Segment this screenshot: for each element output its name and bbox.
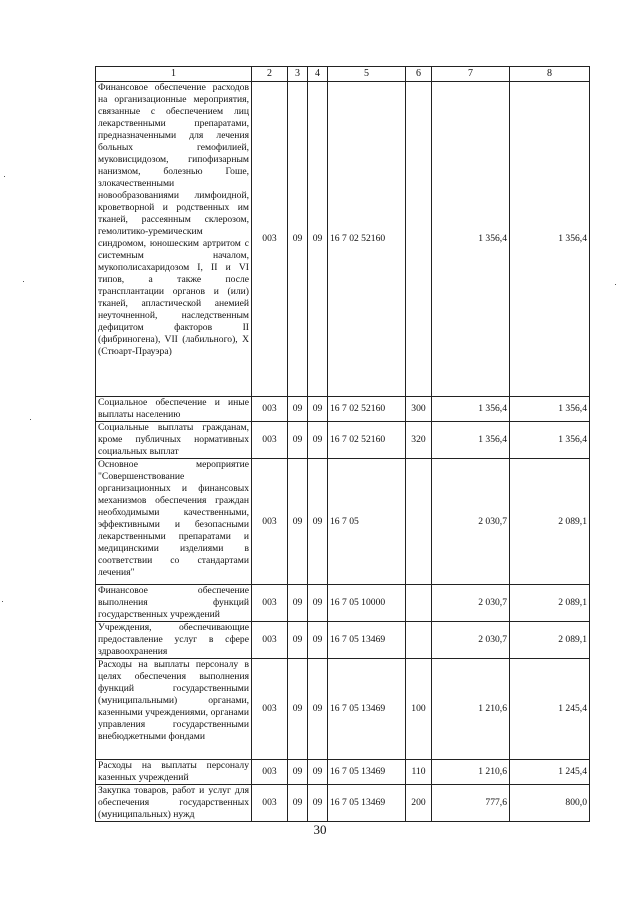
amount-cell: 1 245,4 xyxy=(510,760,590,785)
ministry-code-cell: 003 xyxy=(252,622,288,659)
subsection-cell: 09 xyxy=(308,622,328,659)
expense-type-cell xyxy=(406,82,432,397)
amount-cell: 800,0 xyxy=(510,785,590,822)
ministry-code-cell: 003 xyxy=(252,659,288,760)
expense-type-cell xyxy=(406,585,432,622)
target-article-cell: 16 7 02 52160 xyxy=(328,397,406,422)
row-description: Закупка товаров, работ и услуг для обеспечения государственных (муниципальных) нужд xyxy=(96,785,252,822)
row-description: Расходы на выплаты персоналу казенных учреждений xyxy=(96,760,252,785)
amount-cell: 1 245,4 xyxy=(510,659,590,760)
column-header: 1 xyxy=(96,67,252,82)
target-article-cell: 16 7 05 13469 xyxy=(328,760,406,785)
amount-cell: 2 089,1 xyxy=(510,622,590,659)
amount-cell: 2 089,1 xyxy=(510,459,590,585)
row-description: Основное мероприятие "Совершенствование организационных и финансовых механизмов обеспечения граждан необходимыми качественными, эффективными и безопасными лекарственными препаратами и медицинскими изделиями в соответствии со стандартами лечения" xyxy=(96,459,252,585)
column-header: 6 xyxy=(406,67,432,82)
budget-table xyxy=(95,66,590,822)
expense-type-cell: 200 xyxy=(406,785,432,822)
ministry-code-cell: 003 xyxy=(252,459,288,585)
row-description: Учреждения, обеспечивающие предоставление услуг в сфере здравоохранения xyxy=(96,622,252,659)
section-cell: 09 xyxy=(288,659,308,760)
table-row xyxy=(96,622,590,659)
subsection-cell: 09 xyxy=(308,422,328,459)
section-cell: 09 xyxy=(288,760,308,785)
table-row xyxy=(96,760,590,785)
ministry-code-cell: 003 xyxy=(252,585,288,622)
section-cell: 09 xyxy=(288,397,308,422)
table-row xyxy=(96,459,590,585)
target-article-cell: 16 7 02 52160 xyxy=(328,422,406,459)
amount-cell: 1 356,4 xyxy=(510,422,590,459)
section-cell: 09 xyxy=(288,459,308,585)
target-article-cell: 16 7 05 13469 xyxy=(328,785,406,822)
table-row xyxy=(96,659,590,760)
expense-type-cell: 300 xyxy=(406,397,432,422)
row-description: Расходы на выплаты персоналу в целях обеспечения выполнения функций государственными (муниципальными) органами, казенными учреждениями, органами управления государственными внебюджетными фондами xyxy=(96,659,252,760)
ministry-code-cell: 003 xyxy=(252,422,288,459)
row-description: Социальные выплаты гражданам, кроме публичных нормативных социальных выплат xyxy=(96,422,252,459)
subsection-cell: 09 xyxy=(308,760,328,785)
amount-cell: 1 356,4 xyxy=(510,397,590,422)
amount-cell: 2 089,1 xyxy=(510,585,590,622)
column-header: 4 xyxy=(308,67,328,82)
row-description: Социальное обеспечение и иные выплаты населению xyxy=(96,397,252,422)
amount-cell: 1 356,4 xyxy=(510,82,590,397)
expense-type-cell: 100 xyxy=(406,659,432,760)
amount-cell: 1 356,4 xyxy=(432,397,510,422)
ministry-code-cell: 003 xyxy=(252,760,288,785)
expense-type-cell: 110 xyxy=(406,760,432,785)
scan-speck xyxy=(4,176,5,177)
subsection-cell: 09 xyxy=(308,659,328,760)
scan-speck xyxy=(23,281,24,282)
section-cell: 09 xyxy=(288,422,308,459)
ministry-code-cell: 003 xyxy=(252,82,288,397)
section-cell: 09 xyxy=(288,785,308,822)
amount-cell: 1 210,6 xyxy=(432,659,510,760)
subsection-cell: 09 xyxy=(308,585,328,622)
row-description: Финансовое обеспечение выполнения функций государственных учреждений xyxy=(96,585,252,622)
table-header-row xyxy=(96,67,590,82)
scan-speck xyxy=(2,601,3,602)
ministry-code-cell: 003 xyxy=(252,397,288,422)
scan-speck xyxy=(30,419,31,420)
subsection-cell: 09 xyxy=(308,459,328,585)
column-header: 5 xyxy=(328,67,406,82)
table-row xyxy=(96,82,590,397)
table-row xyxy=(96,422,590,459)
section-cell: 09 xyxy=(288,622,308,659)
section-cell: 09 xyxy=(288,82,308,397)
amount-cell: 1 210,6 xyxy=(432,760,510,785)
table-row xyxy=(96,785,590,822)
amount-cell: 2 030,7 xyxy=(432,459,510,585)
expense-type-cell: 320 xyxy=(406,422,432,459)
column-header: 2 xyxy=(252,67,288,82)
page-number: 30 xyxy=(313,822,327,837)
table-row xyxy=(96,585,590,622)
scan-speck xyxy=(615,284,616,285)
subsection-cell: 09 xyxy=(308,397,328,422)
amount-cell: 2 030,7 xyxy=(432,622,510,659)
amount-cell: 777,6 xyxy=(432,785,510,822)
section-cell: 09 xyxy=(288,585,308,622)
row-description: Финансовое обеспечение расходов на организационные мероприятия, связанные с обеспечением лиц лекарственными препаратами, предназначенными для лечения больных гемофилией, муковисцидозом, гипофизарным нанизмом, болезнью Гоше, злокачественными новообразованиями лимфоидной, кроветворной и родственных им тканей, рассеянным склерозом, гемолитико-уремическим синдромом, юношеским артритом с системным началом, мукополисахаридозом I, II и VI типов, а также после трансплантации органов и (или) тканей, апластической анемией неуточненной, наследственным дефицитом факторов II (фибриногена), VII (лабильного), X (Стюарт-Прауэра) xyxy=(96,82,252,397)
column-header: 3 xyxy=(288,67,308,82)
table-row xyxy=(96,397,590,422)
amount-cell: 1 356,4 xyxy=(432,82,510,397)
target-article-cell: 16 7 05 10000 xyxy=(328,585,406,622)
ministry-code-cell: 003 xyxy=(252,785,288,822)
expense-type-cell xyxy=(406,459,432,585)
target-article-cell: 16 7 05 13469 xyxy=(328,622,406,659)
target-article-cell: 16 7 05 xyxy=(328,459,406,585)
amount-cell: 2 030,7 xyxy=(432,585,510,622)
target-article-cell: 16 7 05 13469 xyxy=(328,659,406,760)
amount-cell: 1 356,4 xyxy=(432,422,510,459)
column-header: 7 xyxy=(432,67,510,82)
target-article-cell: 16 7 02 52160 xyxy=(328,82,406,397)
column-header: 8 xyxy=(510,67,590,82)
subsection-cell: 09 xyxy=(308,785,328,822)
expense-type-cell xyxy=(406,622,432,659)
subsection-cell: 09 xyxy=(308,82,328,397)
